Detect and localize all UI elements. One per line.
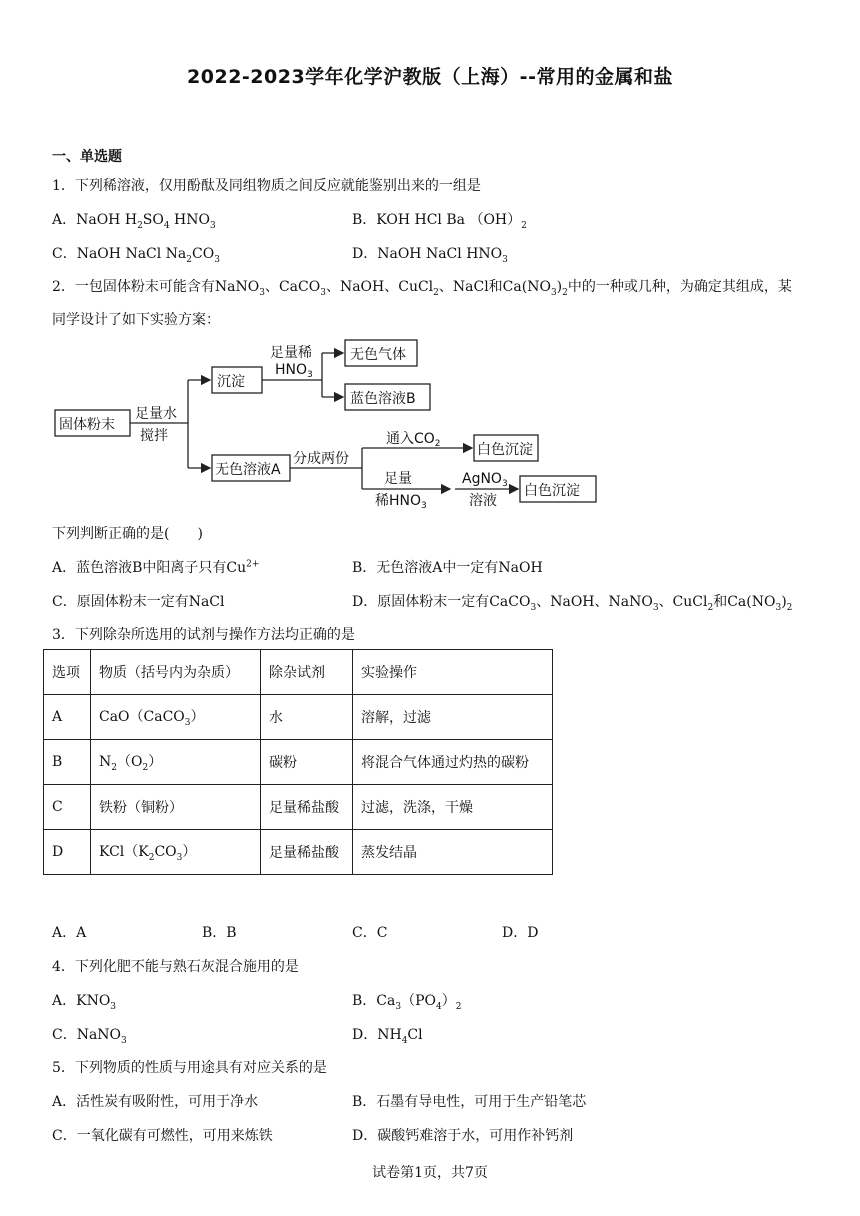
purification-table	[43, 649, 553, 875]
question-5-stem: 5．下列物质的性质与用途具有对应关系的是	[52, 1060, 327, 1076]
table-row: B $N_2(O_2)$ 碳粉 将混合气体通过灼热的碳粉	[44, 740, 553, 785]
label-acid-top: 足量稀	[270, 345, 312, 361]
q1-option-a: A．NaOH $H_2SO_4$ $HNO_3$	[52, 212, 216, 231]
q1-option-d: D．NaOH NaCl $HNO_3$	[352, 246, 508, 265]
q3-option-a: A．A	[52, 925, 87, 941]
label-water-bottom: 搅拌	[140, 428, 168, 444]
header-option: 选项	[44, 650, 91, 695]
label-co2: 通入$CO_2$	[386, 431, 441, 449]
q1-option-c: C．NaOH NaCl $Na_2CO_3$	[52, 246, 220, 265]
q3-option-d: D．D	[502, 925, 539, 941]
section-heading: 一、单选题	[52, 149, 122, 165]
q2-option-c: C．原固体粉末一定有NaCl	[52, 594, 225, 610]
label-acid-bottom: $HNO_3$	[275, 362, 313, 380]
header-reagent: 除杂试剂	[261, 650, 353, 695]
q2-option-d: D．原固体粉末一定有CaCO$_3$、NaOH、NaNO$_3$、CuCl$_2$和$Ca(NO_3)_2$	[352, 594, 793, 613]
experiment-flow-diagram	[0, 330, 860, 515]
q2-option-b: B．无色溶液A中一定有NaOH	[352, 560, 543, 576]
q4-option-a: A．$KNO_3$	[52, 993, 117, 1012]
q3-option-c: C．C	[352, 925, 388, 941]
q5-option-d: D．碳酸钙难溶于水，可用作补钙剂	[352, 1128, 574, 1144]
label-white-precipitate-2: 白色沉淀	[524, 483, 580, 499]
label-solid-powder: 固体粉末	[59, 417, 115, 433]
label-agno3-top: AgNO$_3$	[462, 471, 508, 489]
q4-option-d: D．$NH_4Cl$	[352, 1027, 423, 1046]
table-header-row	[44, 650, 553, 695]
label-split: 分成两份	[293, 451, 349, 467]
q5-option-c: C．一氧化碳有可燃性，可用来炼铁	[52, 1128, 273, 1144]
label-hno3-bottom: 稀$HNO_3$	[375, 493, 427, 511]
question-4-stem: 4．下列化肥不能与熟石灰混合施用的是	[52, 959, 299, 975]
label-hno3-top: 足量	[384, 471, 412, 487]
page-footer: 试卷第1页，共7页	[372, 1165, 488, 1181]
header-operation: 实验操作	[353, 650, 553, 695]
label-water-top: 足量水	[135, 406, 177, 422]
label-colorless-gas: 无色气体	[350, 347, 406, 363]
question-1-stem: 1．下列稀溶液，仅用酚酞及同组物质之间反应就能鉴别出来的一组是	[52, 178, 481, 194]
q4-option-c: C．NaNO$_3$	[52, 1027, 127, 1046]
label-colorless-solution: 无色溶液A	[215, 462, 281, 478]
q2-option-a: A．蓝色溶液B中阳离子只有$Cu^{2+}$	[52, 559, 260, 576]
question-2-prompt: 下列判断正确的是( )	[52, 526, 203, 542]
label-precipitate: 沉淀	[217, 374, 245, 390]
question-3-stem: 3．下列除杂所选用的试剂与操作方法均正确的是	[52, 627, 355, 643]
label-agno3-bottom: 溶液	[469, 493, 497, 509]
header-substance: 物质（括号内为杂质）	[91, 650, 261, 695]
q1-option-b: B．KOH HCl Ba $(OH)_2$	[352, 212, 527, 231]
q5-option-b: B．石墨有导电性，可用于生产铅笔芯	[352, 1094, 587, 1110]
q3-option-b: B．B	[202, 925, 237, 941]
table-row: D $KCl(K_2CO_3)$ 足量稀盐酸 蒸发结晶	[44, 830, 553, 875]
page-title: 2022-2023学年化学沪教版（上海）--常用的金属和盐	[187, 66, 673, 88]
table-row: A CaO（CaCO$_3$） 水 溶解，过滤	[44, 695, 553, 740]
label-white-precipitate-1: 白色沉淀	[477, 442, 533, 458]
q4-option-b: B．$Ca_3(PO_4)_2$	[352, 993, 462, 1012]
table-row: C 铁粉（铜粉） 足量稀盐酸 过滤，洗涤，干燥	[44, 785, 553, 830]
question-2-stem: 2．一包固体粉末可能含有NaNO$_3$、CaCO$_3$、NaOH、CuCl$_2$、NaCl和$Ca(NO_3)_2$中的一种或几种，为确定其组成，某	[52, 279, 792, 298]
question-2-stem-line2: 同学设计了如下实验方案：	[52, 312, 220, 328]
label-blue-solution: 蓝色溶液B	[350, 391, 416, 407]
q5-option-a: A．活性炭有吸附性，可用于净水	[52, 1094, 259, 1110]
